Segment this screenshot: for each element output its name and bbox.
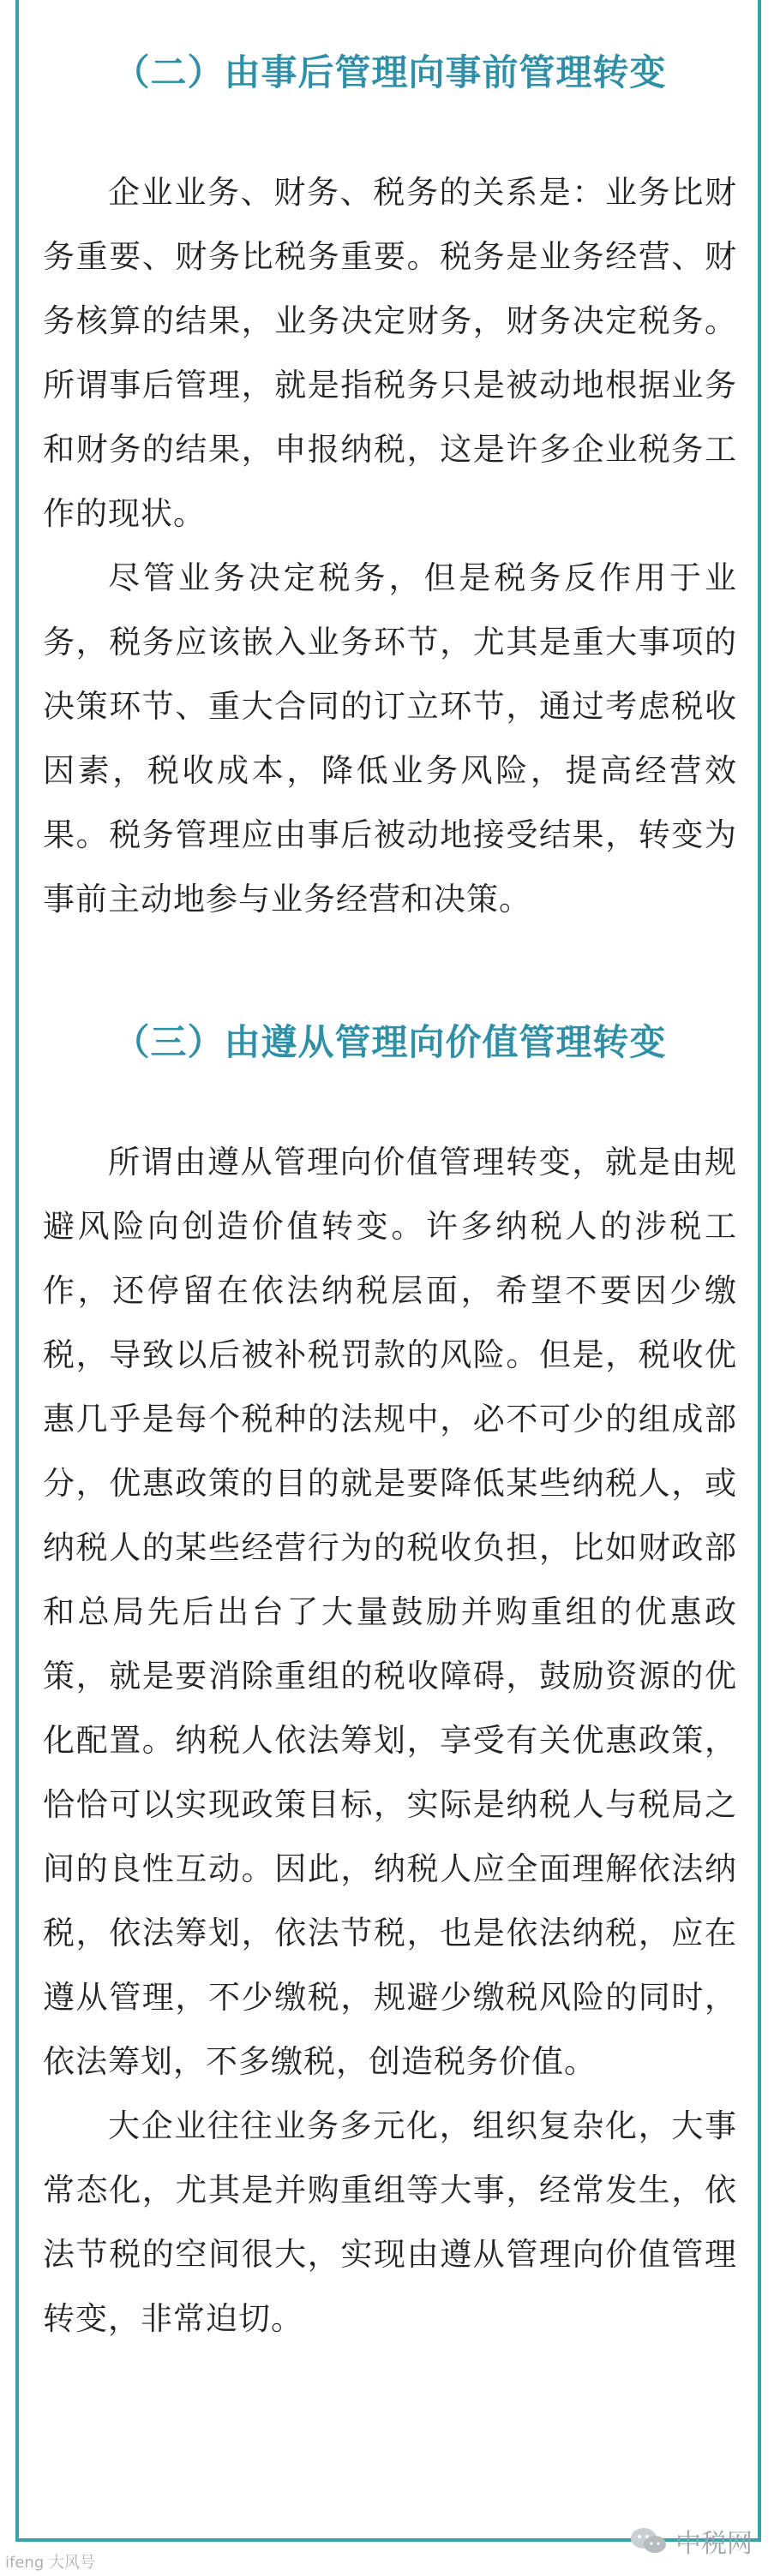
footer-source: ifeng 大风号	[5, 2554, 95, 2572]
watermark-text: 中税网	[675, 2529, 753, 2559]
section-title-2: （二）由事后管理向事前管理转变	[113, 51, 667, 93]
section2-paragraph-1: 企业业务、财务、税务的关系是：业务比财务重要、财务比税务重要。税务是业务经营、财务核算的结果，业务决定财务，财务决定税务。所谓事后管理，就是指税务只是被动地根据业务和财务的结果，申报纳税，这是许多企业税务工作的现状。	[43, 174, 737, 532]
section3-paragraph-1: 所谓由遵从管理向价值管理转变，就是由规避风险向创造价值转变。许多纳税人的涉税工作，还停留在依法纳税层面，希望不要因少缴税，导致以后被补税罚款的风险。但是，税收优惠几乎是每个税种的法规中，必不可少的组成部分，优惠政策的目的就是要降低某些纳税人，或纳税人的某些经营行为的税收负担，比如财政部和总局先后出台了大量鼓励并购重组的优惠政策，就是要消除重组的税收障碍，鼓励资源的优化配置。纳税人依法筹划，享受有关优惠政策，恰恰可以实现政策目标，实际是纳税人与税局之间的良性互动。因此，纳税人应全面理解依法纳税，依法筹划，依法节税，也是依法纳税，应在遵从管理，不少缴税，规避少缴税风险的同时，依法筹划，不多缴税，创造税务价值。	[43, 1144, 737, 2080]
section2-paragraph-2: 尽管业务决定税务，但是税务反作用于业务，税务应该嵌入业务环节，尤其是重大事项的决策环节、重大合同的订立环节，通过考虑税收因素，税收成本，降低业务风险，提高经营效果。税务管理应由事后被动地接受结果，转变为事前主动地参与业务经营和决策。	[43, 559, 737, 917]
article-content	[43, 0, 737, 2351]
section3-paragraph-2: 大企业往往业务多元化，组织复杂化，大事常态化，尤其是并购重组等大事，经常发生，依法节税的空间很大，实现由遵从管理向价值管理转变，非常迫切。	[43, 2107, 737, 2337]
wechat-icon	[629, 2526, 669, 2555]
watermark	[629, 2522, 753, 2560]
section-title-3: （三）由遵从管理向价值管理转变	[113, 1021, 667, 1063]
